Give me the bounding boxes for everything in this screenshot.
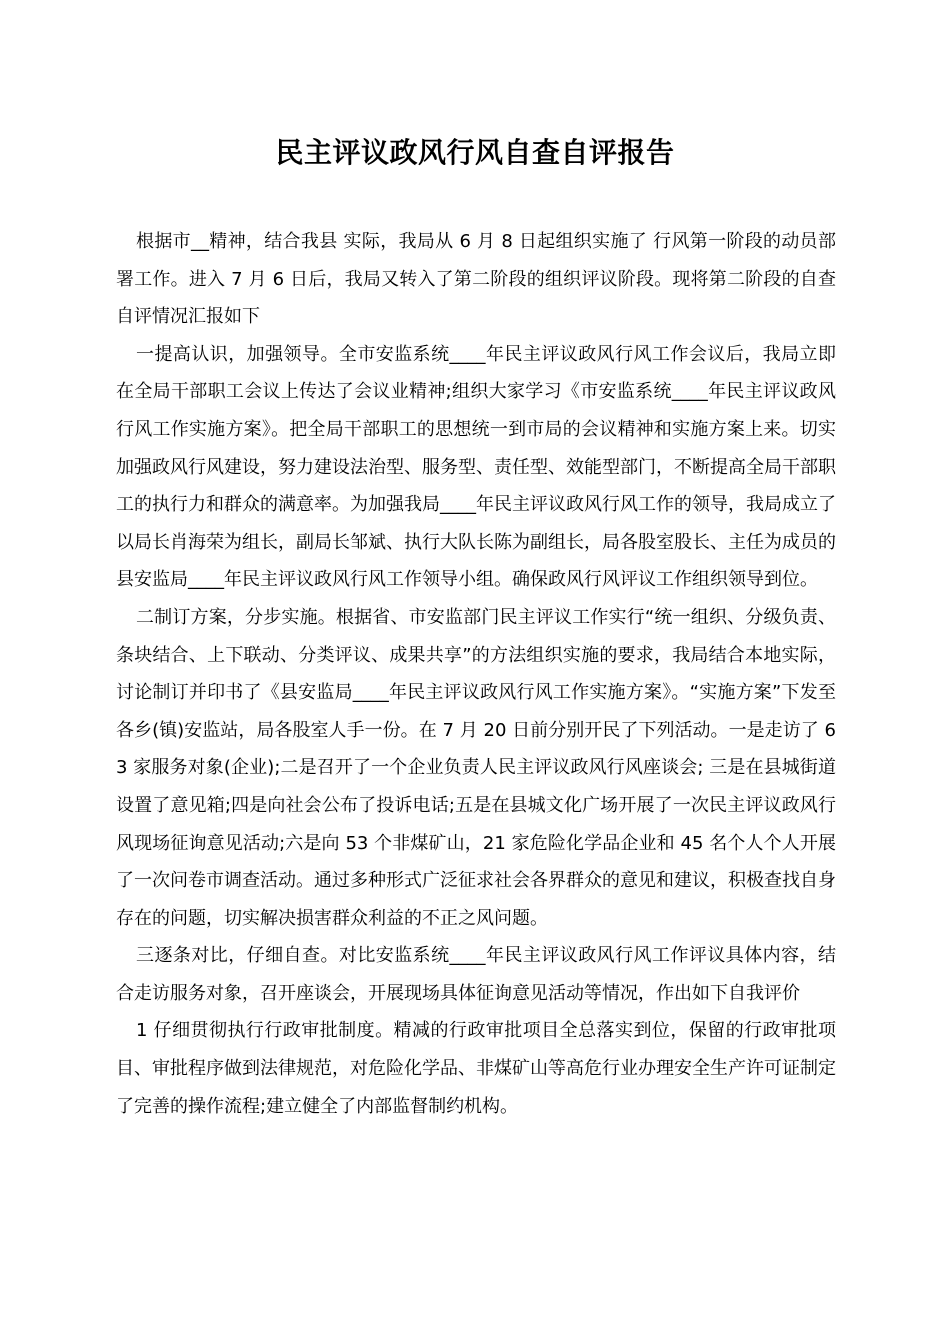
paragraph-item-1: 1 仔细贯彻执行行政审批制度。精减的行政审批项目全总落实到位，保留的行政审批项目、审批程序做到法律规范，对危险化学品、非煤矿山等高危行业办理安全生产许可证制定了完善的操作流程;建立健全了内部监督制约机构。 <box>116 1020 836 1117</box>
page-title: 民主评议政风行风自查自评报告 <box>275 136 675 169</box>
paragraph-section-2: 二制订方案，分步实施。根据省、市安监部门民主评议工作实行“统一组织、分级负责、条块结合、上下联动、分类评议、成果共享”的方法组织实施的要求，我局结合本地实际，讨论制订并印书了《县安监局____年民主评议政风行风工作实施方案》。“实施方案”下发至各乡(镇)安监站，局各股室人手一份。在 7 月 20 日前分别开民了下列活动。一是走访了 63 家服务对象(企业);二是召开了一个企业负责人民主评议政风行风座谈会; 三是在县城街道设置了意见箱;四是向社会公布了投诉电话;五是在县城文化广场开展了一次民主评议政风行风现场征询意见活动;六是向 53 个非煤矿山，21 家危险化学品企业和 45 名个人个人开展了一次问卷市调查活动。通过多种形式广泛征求社会各界群众的意见和建议，积极查找自身存在的问题，切实解决损害群众利益的不正之风问题。 <box>116 606 836 929</box>
document-body <box>116 223 836 1125</box>
paragraph-section-1: 一提高认识，加强领导。全市安监系统____年民主评议政风行风工作会议后，我局立即在全局干部职工会议上传达了会议业精神;组织大家学习《市安监系统____年民主评议政风行风工作实施方案》。把全局干部职工的思想统一到市局的会议精神和实施方案上来。切实加强政风行风建设，努力建设法治型、服务型、责任型、效能型部门，不断提高全局干部职工的执行力和群众的满意率。为加强我局____年民主评议政风行风工作的领导，我局成立了以局长肖海荣为组长，副局长邹斌、执行大队长陈为副组长，局各股室股长、主任为成员的县安监局____年民主评议政风行风工作领导小组。确保政风行风评议工作组织领导到位。 <box>116 343 836 591</box>
paragraph-section-3: 三逐条对比，仔细自查。对比安监系统____年民主评议政风行风工作评议具体内容，结合走访服务对象，召开座谈会，开展现场具体征询意见活动等情况，作出如下自我评价 <box>116 945 836 1004</box>
paragraph-intro: 根据市__精神，结合我县 实际，我局从 6 月 8 日起组织实施了 行风第一阶段的动员部署工作。进入 7 月 6 日后，我局又转入了第二阶段的组织评议阶段。现将第二阶段的自查自评情况汇报如下 <box>116 231 836 328</box>
